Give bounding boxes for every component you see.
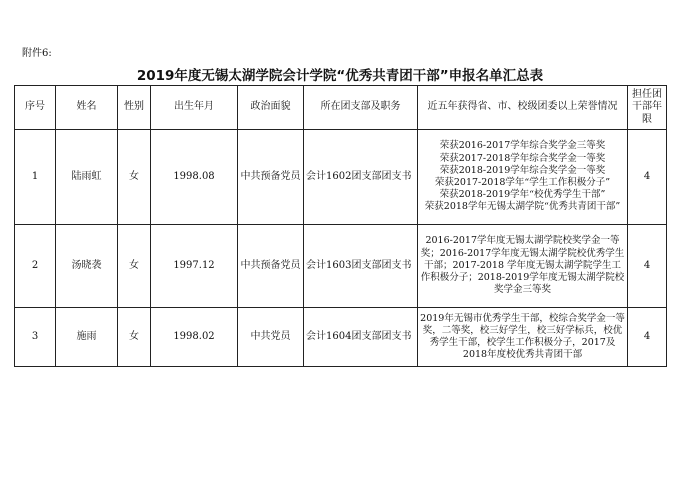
col-header-birth: 出生年月 bbox=[151, 86, 238, 130]
cell-no: 3 bbox=[15, 308, 56, 367]
cell-awards bbox=[418, 308, 628, 367]
award-line: 荣获2018-2019学年“校优秀学生干部” bbox=[439, 189, 606, 201]
cell-years: 4 bbox=[628, 225, 667, 308]
attachment-label: 附件6: bbox=[22, 48, 52, 59]
nomination-table bbox=[14, 85, 667, 367]
cell-awards bbox=[418, 225, 628, 308]
award-text: 2016-2017学年度无锡太湖学院校奖学金一等奖；2016-2017学年度无锡太湖学院校优秀学生干部；2017-2018 学年度无锡太湖学院学生工作积极分子；2018-2019学年度无锡太湖学院校奖学金三等奖 bbox=[420, 235, 625, 296]
col-header-name: 姓名 bbox=[56, 86, 118, 130]
cell-gender: 女 bbox=[118, 130, 151, 225]
award-line: 荣获2017-2018学年“学生工作积极分子” bbox=[434, 177, 611, 188]
cell-birth: 1998.08 bbox=[151, 130, 238, 225]
cell-gender: 女 bbox=[118, 308, 151, 367]
cell-political: 中共预备党员 bbox=[238, 225, 304, 308]
cell-political: 中共预备党员 bbox=[238, 130, 304, 225]
page-title: 2019年度无锡太湖学院会计学院“优秀共青团干部”申报名单汇总表 bbox=[136, 68, 544, 84]
cell-branch: 会计1604团支部团支书 bbox=[304, 308, 418, 367]
cell-name: 施雨 bbox=[56, 308, 118, 367]
cell-name: 陆雨虹 bbox=[56, 130, 118, 225]
cell-political: 中共党员 bbox=[238, 308, 304, 367]
col-header-years: 担任团干部年限 bbox=[628, 86, 667, 130]
cell-gender: 女 bbox=[118, 225, 151, 308]
cell-no: 2 bbox=[15, 225, 56, 308]
col-header-awards: 近五年获得省、市、校级团委以上荣誉情况 bbox=[418, 86, 628, 130]
cell-no: 1 bbox=[15, 130, 56, 225]
cell-years: 4 bbox=[628, 308, 667, 367]
col-header-political: 政治面貌 bbox=[238, 86, 304, 130]
col-header-no: 序号 bbox=[15, 86, 56, 130]
cell-awards bbox=[418, 130, 628, 225]
cell-branch: 会计1603团支部团支书 bbox=[304, 225, 418, 308]
col-header-branch: 所在团支部及职务 bbox=[304, 86, 418, 130]
award-line: 荣获2018学年无锡太湖学院“优秀共青团干部” bbox=[424, 201, 621, 213]
table-row bbox=[15, 130, 667, 225]
col-header-gender: 性别 bbox=[118, 86, 151, 130]
award-text: 2019年无锡市优秀学生干部，校综合奖学金一等奖，二等奖，校三好学生，校三好学标兵，校优秀学生干部，校学生工作积极分子，2017及2018年度校优秀共青团干部 bbox=[420, 312, 625, 361]
cell-branch: 会计1602团支部团支书 bbox=[304, 130, 418, 225]
cell-years: 4 bbox=[628, 130, 667, 225]
cell-birth: 1997.12 bbox=[151, 225, 238, 308]
award-line: 荣获2018-2019学年综合奖学金一等奖 bbox=[439, 164, 606, 176]
award-line: 荣获2017-2018学年综合奖学金一等奖 bbox=[439, 152, 606, 164]
table-row bbox=[15, 308, 667, 367]
table-header-row bbox=[15, 86, 667, 130]
cell-birth: 1998.02 bbox=[151, 308, 238, 367]
table-row bbox=[15, 225, 667, 308]
cell-name: 汤晓袭 bbox=[56, 225, 118, 308]
award-line: 荣获2016-2017学年综合奖学金三等奖 bbox=[439, 140, 606, 152]
